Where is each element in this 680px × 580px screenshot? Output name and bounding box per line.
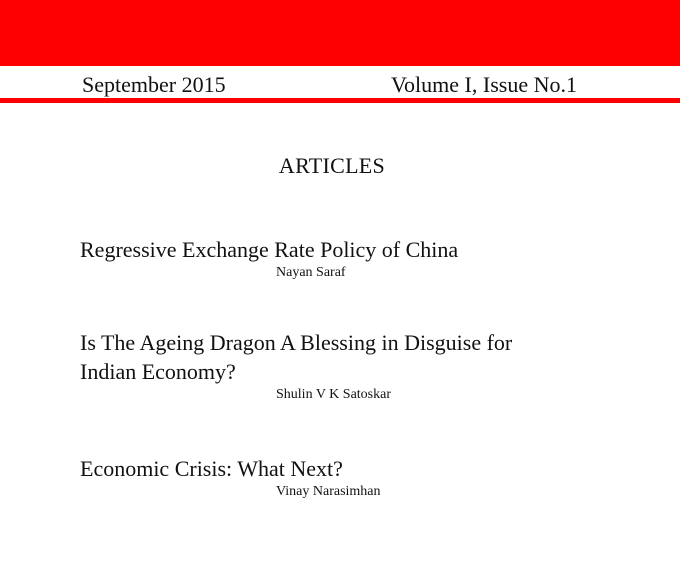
issue-line [0,70,680,98]
issue-volume: Volume I, Issue No.1 [391,72,577,97]
header-rule [0,98,680,103]
article-author: Nayan Saraf [276,265,346,280]
article-1[interactable] [80,235,600,282]
article-title[interactable]: Regressive Exchange Rate Policy of China [80,237,459,262]
article-2[interactable] [80,328,600,404]
header-band [0,0,680,66]
article-title[interactable]: Economic Crisis: What Next? [80,456,343,481]
article-author: Vinay Narasimhan [276,484,381,499]
article-3[interactable] [80,454,600,501]
article-title-line-2[interactable]: Indian Economy? [80,359,236,384]
article-author: Shulin V K Satoskar [276,387,391,402]
section-heading: ARTICLES [278,153,386,178]
issue-date: September 2015 [82,72,226,97]
article-title-line-1[interactable]: Is The Ageing Dragon A Blessing in Disguise for [80,330,513,355]
